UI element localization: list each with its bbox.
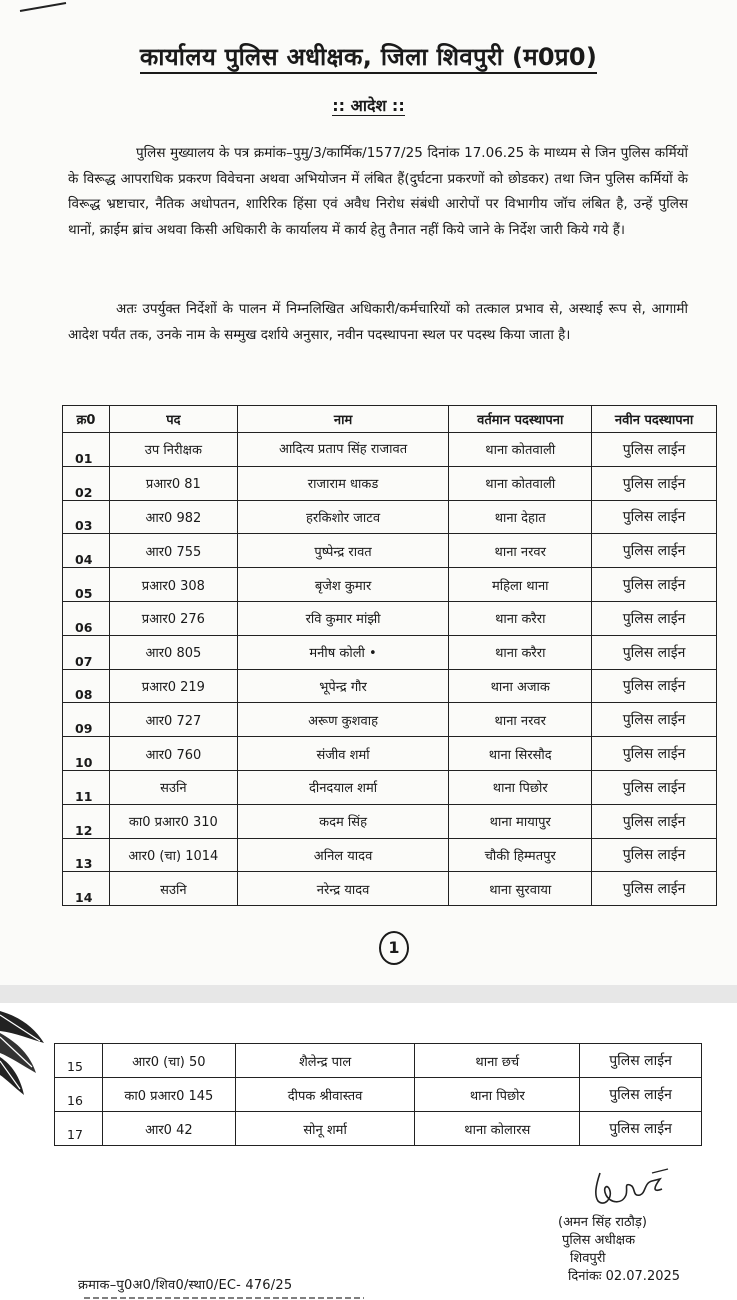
cell-new: पुलिस लाईन [592, 669, 717, 703]
table-row [55, 1078, 702, 1112]
cell-current: थाना नरवर [449, 534, 592, 568]
cell-post: उप निरीक्षक [109, 433, 237, 467]
office-title: कार्यालय पुलिस अधीक्षक, जिला शिवपुरी (म0प्र0) [0, 40, 737, 73]
cell-new: पुलिस लाईन [592, 500, 717, 534]
cell-post: आर0 760 [109, 737, 237, 771]
table-row [63, 669, 717, 703]
cell-new: पुलिस लाईन [592, 838, 717, 872]
table-header-row [63, 406, 717, 433]
cell-new: पुलिस लाईन [580, 1112, 702, 1146]
cell-name: दीनदयाल शर्मा [237, 770, 449, 804]
cell-name: राजाराम धाकड [237, 466, 449, 500]
cell-new: पुलिस लाईन [592, 534, 717, 568]
table-row [55, 1112, 702, 1146]
cell-post: आर0 982 [109, 500, 237, 534]
cell-current: थाना कोतवाली [449, 433, 592, 467]
cell-new: पुलिस लाईन [580, 1044, 702, 1078]
cell-new: पुलिस लाईन [592, 466, 717, 500]
cell-name: हरकिशोर जाटव [237, 500, 449, 534]
page-gap [0, 985, 737, 1003]
cell-current: थाना देहात [449, 500, 592, 534]
cell-name: संजीव शर्मा [237, 737, 449, 771]
cell-sn: 16 [55, 1078, 103, 1112]
cell-post: आर0 755 [109, 534, 237, 568]
cell-current: थाना सुरवाया [449, 872, 592, 906]
cell-name: आदित्य प्रताप सिंह राजावत [237, 433, 449, 467]
table-row [63, 433, 717, 467]
cell-name: अनिल यादव [237, 838, 449, 872]
cell-new: पुलिस लाईन [592, 770, 717, 804]
cell-name: दीपक श्रीवास्तव [235, 1078, 415, 1112]
cell-post: का0 प्रआर0 145 [102, 1078, 235, 1112]
cell-sn: 06 [63, 601, 110, 635]
table-row [63, 703, 717, 737]
cell-current: थाना करैरा [449, 601, 592, 635]
cell-sn: 12 [63, 804, 110, 838]
cell-post: आर0 805 [109, 635, 237, 669]
cell-sn: 17 [55, 1112, 103, 1146]
cell-post: आर0 (चा) 1014 [109, 838, 237, 872]
transfer-table-continued [54, 1043, 702, 1146]
cell-name: सोनू शर्मा [235, 1112, 415, 1146]
cell-post: आर0 727 [109, 703, 237, 737]
cell-current: थाना सिरसौद [449, 737, 592, 771]
col-header-sn: क्र0 [63, 406, 110, 433]
cut-off-text-line [84, 1296, 364, 1300]
cell-sn: 11 [63, 770, 110, 804]
cell-current: महिला थाना [449, 568, 592, 602]
col-header-new-posting: नवीन पदस्थापना [592, 406, 717, 433]
table-row [63, 838, 717, 872]
cell-new: पुलिस लाईन [592, 601, 717, 635]
cell-name: मनीष कोली • [237, 635, 449, 669]
cell-current: चौकी हिम्मतपुर [449, 838, 592, 872]
cell-name: रवि कुमार मांझी [237, 601, 449, 635]
signature-icon [582, 1165, 678, 1215]
cell-sn: 04 [63, 534, 110, 568]
cell-sn: 01 [63, 433, 110, 467]
cell-sn: 08 [63, 669, 110, 703]
cell-name: अरूण कुशवाह [237, 703, 449, 737]
cell-post: प्रआर0 219 [109, 669, 237, 703]
table-row [55, 1044, 702, 1078]
signatory-name: (अमन सिंह राठौड़) [558, 1215, 647, 1230]
col-header-current-posting: वर्तमान पदस्थापना [449, 406, 592, 433]
signatory-block [556, 1214, 680, 1286]
cell-name: नरेन्द्र यादव [237, 872, 449, 906]
cell-new: पुलिस लाईन [592, 703, 717, 737]
cell-current: थाना कोलारस [415, 1112, 580, 1146]
cell-post: का0 प्रआर0 310 [109, 804, 237, 838]
cell-sn: 02 [63, 466, 110, 500]
cell-current: थाना पिछोर [415, 1078, 580, 1112]
cell-sn: 15 [55, 1044, 103, 1078]
pen-stroke-mark [18, 2, 70, 12]
cell-current: थाना अजाक [449, 669, 592, 703]
col-header-name: नाम [237, 406, 449, 433]
cell-current: थाना छर्च [415, 1044, 580, 1078]
cell-current: थाना पिछोर [449, 770, 592, 804]
cell-new: पुलिस लाईन [592, 804, 717, 838]
order-heading: :: आदेश :: [332, 96, 405, 115]
table-row [63, 770, 717, 804]
cell-name: बृजेश कुमार [237, 568, 449, 602]
reference-number: क्रमाक–पु0अ0/शिव0/स्था0/EC- 476/25 [78, 1278, 293, 1293]
table-row [63, 500, 717, 534]
cell-post: सउनि [109, 770, 237, 804]
cell-name: पुष्पेन्द्र रावत [237, 534, 449, 568]
cell-current: थाना करैरा [449, 635, 592, 669]
decorative-leaf-icon [0, 1003, 60, 1103]
cell-new: पुलिस लाईन [592, 737, 717, 771]
cell-sn: 10 [63, 737, 110, 771]
table-row [63, 601, 717, 635]
cell-name: शैलेन्द्र पाल [235, 1044, 415, 1078]
col-header-post: पद [109, 406, 237, 433]
cell-current: थाना मायापुर [449, 804, 592, 838]
table-row [63, 635, 717, 669]
cell-new: पुलिस लाईन [592, 635, 717, 669]
cell-new: पुलिस लाईन [592, 568, 717, 602]
order-date: दिनांकः 02.07.2025 [568, 1269, 681, 1284]
order-paragraph-2: अतः उपर्युक्त निर्देशों के पालन में निम्नलिखित अधिकारी/कर्मचारियों को तत्काल प्रभाव से, अस्थाई रूप से, आगामी आदेश पर्यंत तक, उनके नाम के सम्मुख दर्शाये अनुसार, नवीन पदस्थापना स्थल पर पदस्थ किया जाता है। [68, 301, 688, 343]
table-row [63, 534, 717, 568]
table-row [63, 568, 717, 602]
transfer-table [62, 405, 717, 906]
cell-post: प्रआर0 276 [109, 601, 237, 635]
cell-post: सउनि [109, 872, 237, 906]
cell-post: आर0 42 [102, 1112, 235, 1146]
cell-name: भूपेन्द्र गौर [237, 669, 449, 703]
cell-sn: 03 [63, 500, 110, 534]
cell-name: कदम सिंह [237, 804, 449, 838]
cell-new: पुलिस लाईन [592, 433, 717, 467]
table-row [63, 737, 717, 771]
signatory-designation: पुलिस अधीक्षक [562, 1233, 636, 1248]
cell-sn: 07 [63, 635, 110, 669]
cell-sn: 13 [63, 838, 110, 872]
cell-post: प्रआर0 81 [109, 466, 237, 500]
table-row [63, 872, 717, 906]
cell-sn: 14 [63, 872, 110, 906]
table-row [63, 466, 717, 500]
cell-current: थाना कोतवाली [449, 466, 592, 500]
table-row [63, 804, 717, 838]
cell-post: प्रआर0 308 [109, 568, 237, 602]
cell-current: थाना नरवर [449, 703, 592, 737]
signatory-place: शिवपुरी [570, 1251, 606, 1266]
page-number: 1 [379, 931, 409, 965]
order-paragraph-1: पुलिस मुख्यालय के पत्र क्रमांक–पुमु/3/कार्मिक/1577/25 दिनांक 17.06.25 के माध्यम से जिन पुलिस कर्मियों के विरूद्ध आपराधिक प्रकरण विवेचना अथवा अभियोजन में लंबित हैं(दुर्घटना प्रकरणों को छोडकर) तथा जिन पुलिस कर्मियों के विरूद्ध भ्रष्टाचार, नैतिक अधोपतन, शारिरिक हिंसा एवं अवैध निरोध संबंधी आरोपों पर विभागीय जॉच लंबित है, उन्हें पुलिस थानों, क्राईम ब्रांच अथवा किसी अधिकारी के कार्यालय में कार्य हेतु तैनात नहीं किये जाने के निर्देश जारी किये गये हैं। [68, 145, 688, 238]
cell-post: आर0 (चा) 50 [102, 1044, 235, 1078]
document-page-2 [0, 1003, 737, 1300]
cell-sn: 09 [63, 703, 110, 737]
cell-sn: 05 [63, 568, 110, 602]
cell-new: पुलिस लाईन [592, 872, 717, 906]
cell-new: पुलिस लाईन [580, 1078, 702, 1112]
